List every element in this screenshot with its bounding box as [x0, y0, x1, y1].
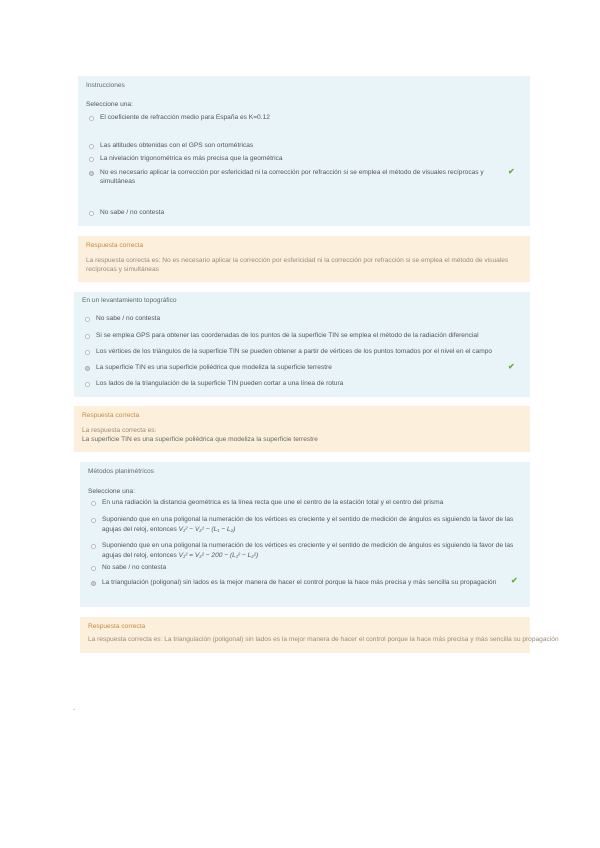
question-2-title: En un levantamiento topográfico: [82, 297, 177, 304]
q3-option-2-label[interactable]: Suponiendo que en una poligonal la numeración de los vértices es creciente y el sentido de medición de ángulos es siguiendo la favor de las: [102, 516, 514, 523]
q2-option-5-label[interactable]: Los lados de la triangulación de la superficie TIN pueden cortar a una línea de rotura: [96, 380, 344, 387]
feedback-3-title: Respuesta correcta: [88, 623, 146, 630]
q3-option-2-formula: V₁² − V₂¹ − (L₁ − L₂): [178, 526, 236, 533]
question-3-box: [80, 462, 530, 607]
correct-check-icon: ✔: [511, 576, 518, 585]
q3-option-5-radio[interactable]: [91, 581, 96, 586]
q1-option-5-radio[interactable]: [89, 211, 94, 216]
q2-option-4-label[interactable]: La superficie TIN es una superficie poliédrica que modeliza la superficie terrestre: [96, 364, 332, 371]
question-1-feedback: [78, 236, 530, 282]
question-1-title: Instrucciones: [86, 82, 125, 89]
q2-option-1-radio[interactable]: [85, 317, 90, 322]
correct-check-icon: ✔: [508, 167, 515, 176]
feedback-3-text: La respuesta correcta es: La triangulación (poligonal) sin lados es la mejor manera de hacer el control porque la hace más precisa y más sencilla su propagación: [88, 636, 559, 643]
correct-check-icon: ✔: [508, 362, 515, 371]
q1-option-3-label[interactable]: La nivelación trigonométrica es más precisa que la geométrica: [100, 155, 283, 162]
question-2-box: [74, 292, 530, 397]
q2-option-2-label[interactable]: Si se emplea GPS para obtener las coordenadas de los puntos de la superficie TIN se emplea el método de la radiación diferencial: [96, 332, 479, 339]
feedback-2-title: Respuesta correcta: [82, 412, 140, 419]
q1-option-1-label[interactable]: El coeficiente de refracción medio para España es K=0.12: [100, 114, 270, 121]
q1-option-4-label[interactable]: No es necesario aplicar la corrección por esfericidad ni la corrección por refracción si se emplea el método de visuales recíprocas y: [100, 169, 484, 176]
q1-option-4-radio[interactable]: [89, 171, 94, 176]
q2-option-4-radio[interactable]: [85, 366, 90, 371]
q2-option-2-radio[interactable]: [85, 334, 90, 339]
q3-option-3-label-cont: [102, 551, 258, 560]
feedback-1-title: Respuesta correcta: [86, 242, 144, 249]
page-footer-mark: .: [73, 703, 76, 712]
q3-option-3-label[interactable]: Suponiendo que en una poligonal la numeración de los vértices es creciente y el sentido de medición de ángulos es siguiendo la favor de las: [102, 542, 514, 549]
q3-option-2-label-cont: [102, 525, 235, 534]
q3-option-4-radio[interactable]: [91, 566, 96, 571]
q3-option-1-label[interactable]: En una radiación la distancia geométrica es la línea recta que une el centro de la estación total y el centro del prisma: [102, 499, 444, 506]
question-3-title: Métodos planimétricos: [88, 468, 154, 475]
q2-option-3-label[interactable]: Los vértices de los triángulos de la superficie TIN se pueden obtener a partir de vértices de los puntos tomados por el nivel en el campo: [96, 348, 493, 355]
q3-option-3-label-cont-text: agujas del reloj, entonces: [102, 552, 177, 559]
question-2-feedback: [74, 406, 530, 452]
q1-option-2-radio[interactable]: [89, 144, 94, 149]
question-1-prompt: Seleccione una:: [86, 101, 133, 108]
q1-option-2-label[interactable]: Las altitudes obtenidas con el GPS son ortométricas: [100, 142, 254, 149]
feedback-2-text: La respuesta correcta es:: [82, 427, 157, 434]
q1-option-5-label[interactable]: No sabe / no contesta: [100, 209, 165, 216]
feedback-1-text: La respuesta correcta es: No es necesario aplicar la corrección por esfericidad ni la corrección por refracción si se emplea el método de visuales: [86, 257, 509, 264]
question-3-prompt: Seleccione una:: [88, 488, 135, 495]
q1-option-1-radio[interactable]: [89, 116, 94, 121]
q2-option-5-radio[interactable]: [85, 382, 90, 387]
feedback-1-text-cont: recíprocas y simultáneas: [86, 266, 159, 273]
q3-option-3-radio[interactable]: [91, 544, 96, 549]
q1-option-4-label-cont: simultáneas: [100, 178, 136, 185]
q2-option-3-radio[interactable]: [85, 350, 90, 355]
q2-option-1-label[interactable]: No sabe / no contesta: [96, 315, 161, 322]
q1-option-3-radio[interactable]: [89, 157, 94, 162]
question-1-box: [78, 76, 530, 226]
question-3-feedback: [80, 617, 559, 653]
q3-option-2-label-cont-text: agujas del reloj, entonces: [102, 526, 177, 533]
feedback-2-answer: La superficie TIN es una superficie poliédrica que modeliza la superficie terrestre: [82, 436, 318, 443]
q3-option-5-label[interactable]: La triangulación (poligonal) sin lados es la mejor manera de hacer el control porque la hace más precisa y más sencilla su propagación: [102, 579, 497, 586]
q3-option-1-radio[interactable]: [91, 501, 96, 506]
q3-option-3-formula: V₁² = V₂² − 200 − (L₁² − L₂²): [178, 552, 259, 559]
q3-option-2-radio[interactable]: [91, 518, 96, 523]
q3-option-4-label[interactable]: No sabe / no contesta: [102, 564, 167, 571]
